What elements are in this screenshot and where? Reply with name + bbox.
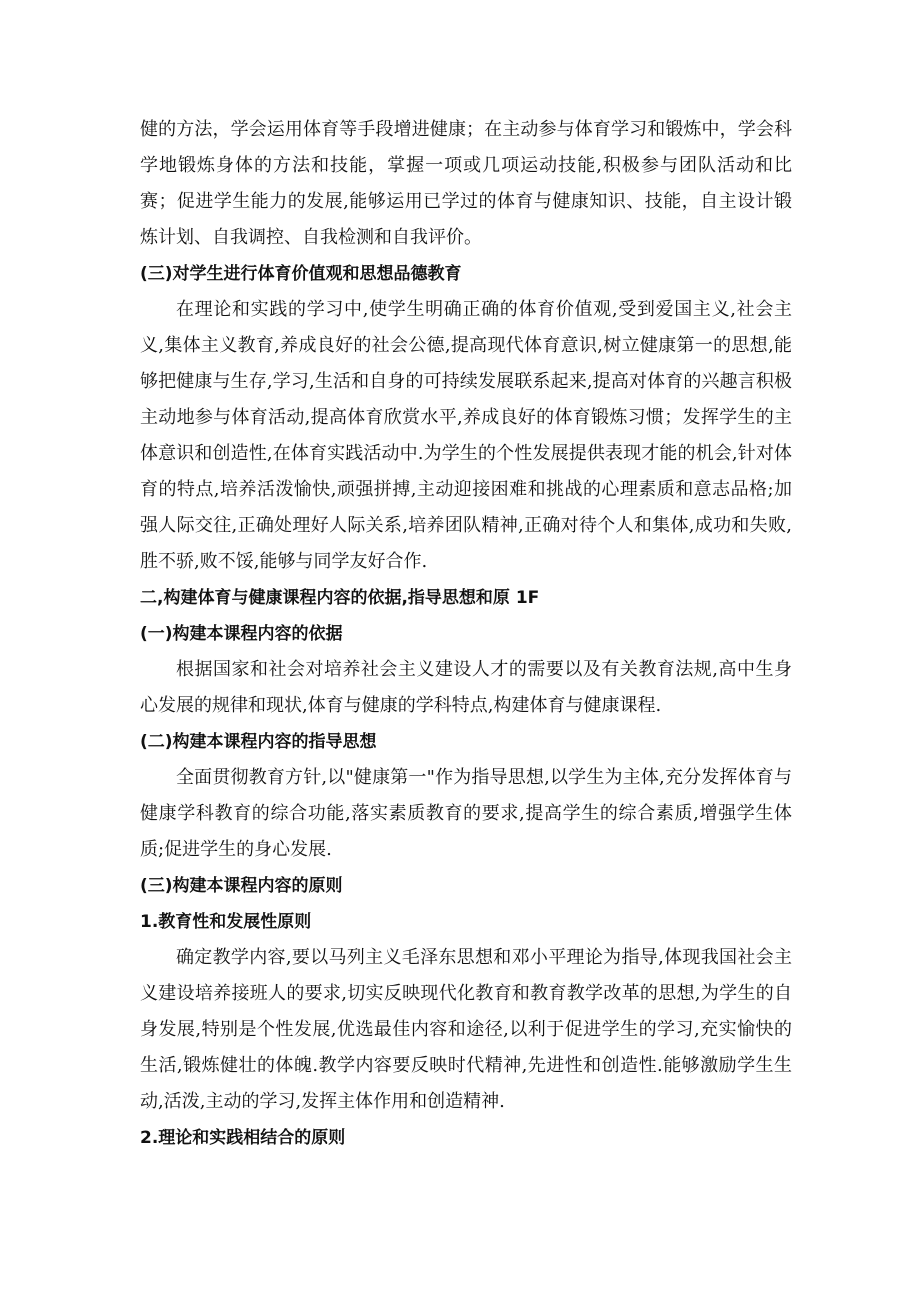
paragraph-methods-continued: 健的方法，学会运用体育等手段增进健康；在主动参与体育学习和锻炼中，学会科学地锻炼身体的方法和技能，掌握一项或几项运动技能,积极参与团队活动和比赛；促进学生能力的发展,能够运用已学过的体育与健康知识、技能，自主设计锻炼计划、自我调控、自我检测和自我评价。: [140, 119, 792, 248]
heading-principle-two: 2.理论和实践相结合的原则: [140, 1128, 346, 1148]
heading-basis: (一)构建本课程内容的依据: [140, 624, 343, 644]
heading-section-two: 二,构建体育与健康课程内容的依据,指导思想和原 1F: [140, 588, 540, 608]
paragraph-principle-one: 确定教学内容,要以马列主义毛泽东思想和邓小平理论为指导,体现我国社会主义建设培养接班人的要求,切实反映现代化教育和教育教学改革的思想,为学生的自身发展,特别是个性发展,优选最佳内容和途径,以利于促进学生的学习,充实愉快的生活,锻炼健壮的体魄.教学内容要反映时代精神,先进性和创造性.能够激励学生生动,活泼,主动的学习,发挥主体作用和创造精神.: [140, 947, 792, 1112]
paragraph-values-education: 在理论和实践的学习中,使学生明确正确的体育价值观,受到爱国主义,社会主义,集体主义教育,养成良好的社会公德,提高现代体育意识,树立健康第一的思想,能够把健康与生存,学习,生活和自身的可持续发展联系起来,提高对体育的兴趣言积极主动地参与体育活动,提高体育欣赏水平,养成良好的体育锻炼习惯；发挥学生的主体意识和创造性,在体育实践活动中.为学生的个性发展提供表现才能的机会,针对体育的特点,培养活泼愉快,顽强拼搏,主动迎接困难和挑战的心理素质和意志品格;加强人际交往,正确处理好人际关系,培养团队精神,正确对待个人和集体,成功和失败,胜不骄,败不馁,能够与同学友好合作.: [140, 299, 792, 572]
document-body: [140, 112, 792, 1156]
heading-principle-one: 1.教育性和发展性原则: [140, 912, 312, 932]
heading-guiding-ideology: (二)构建本课程内容的指导思想: [140, 732, 377, 752]
paragraph-guiding-ideology: 全面贯彻教育方针,以"健康第一"作为指导思想,以学生为主体,充分发挥体育与健康学科教育的综合功能,落实素质教育的要求,提高学生的综合素质,增强学生体质;促进学生的身心发展.: [140, 767, 792, 860]
paragraph-basis: 根据国家和社会对培养社会主义建设人才的需要以及有关教育法规,高中生身心发展的规律和现状,体育与健康的学科特点,构建体育与健康课程.: [140, 659, 792, 716]
heading-principles: (三)构建本课程内容的原则: [140, 876, 343, 896]
heading-values-education: (三)对学生进行体育价值观和思想品德教育: [140, 264, 462, 284]
